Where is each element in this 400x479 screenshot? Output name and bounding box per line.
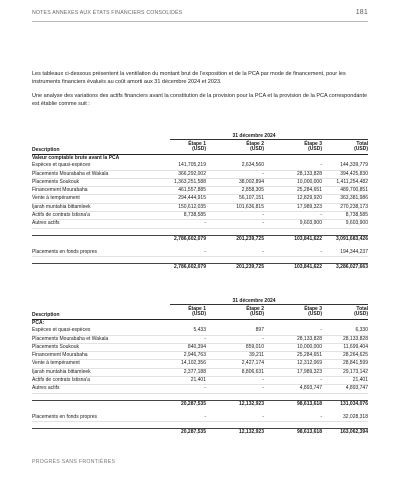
description-header: Description xyxy=(32,147,60,153)
table-row xyxy=(32,344,368,352)
row-value: - xyxy=(204,385,206,392)
row-label: Vente à tempérament xyxy=(32,195,80,202)
equity-investments-row: Placements en fonds propres - - - 32,028,318 xyxy=(32,414,368,422)
stage3-header: Étape 3 (USD) xyxy=(304,305,322,318)
row-value: - xyxy=(262,212,264,219)
row-value: - xyxy=(320,327,322,334)
row-value: 12,312,069 xyxy=(296,360,322,367)
row-value: 21,401 xyxy=(352,377,368,384)
row-label: Actifs de contrats Istisna'a xyxy=(32,377,90,384)
description-header: Description xyxy=(32,312,60,318)
row-label: Espèces et quasi-espèces xyxy=(32,162,91,169)
row-value: 12,829,920 xyxy=(296,195,322,202)
row-value: 10,000,000 xyxy=(296,178,322,185)
total-header: Total (USD) xyxy=(354,140,368,153)
stage1-header: Étape 1 (USD) xyxy=(188,140,206,153)
row-value: - xyxy=(320,212,322,219)
row-value: - xyxy=(262,385,264,392)
row-label: Ijarah muntahia bittamleek xyxy=(32,368,91,375)
total-header: Total (USD) xyxy=(354,305,368,318)
row-value: 9,603,900 xyxy=(345,220,368,227)
row-value: 6,330 xyxy=(355,327,368,334)
table-row xyxy=(32,179,368,187)
row-value: 859,010 xyxy=(245,343,264,350)
row-value: 363,381,986 xyxy=(340,195,368,202)
total-row: 20,287,535 12,132,923 98,613,618 163,062,394 xyxy=(32,428,368,436)
running-title: NOTES ANNEXES AUX ÉTATS FINANCIERS CONSOLIDÉS xyxy=(32,10,183,16)
row-label: Actifs de contrats Istisna'a xyxy=(32,212,90,219)
row-value: 5,433 xyxy=(193,327,206,334)
table-row xyxy=(32,360,368,368)
total-row: 2,786,602,079 201,239,725 103,841,622 3,286,027,663 xyxy=(32,263,368,271)
stage1-header: Étape 1 (USD) xyxy=(188,305,206,318)
row-value: - xyxy=(204,220,206,227)
row-label: Vente à tempérament xyxy=(32,360,80,367)
subtotal-row: 20,287,535 12,132,923 98,613,618 131,034,076 xyxy=(32,400,368,408)
table-date: 31 décembre 2024 xyxy=(232,298,276,304)
table-row xyxy=(32,336,368,344)
row-value: 141,705,219 xyxy=(178,162,206,169)
row-value: 28,133,828 xyxy=(296,335,322,342)
row-value: 4,893,747 xyxy=(299,385,322,392)
table-row xyxy=(32,171,368,179)
row-value: 101,636,815 xyxy=(236,203,264,210)
page-header xyxy=(32,10,368,20)
table-row xyxy=(32,369,368,377)
row-value: 39,211 xyxy=(249,352,264,359)
row-value: 294,444,915 xyxy=(178,195,206,202)
table-row xyxy=(32,162,368,170)
row-label: Ijarah muntahia bittamleek xyxy=(32,203,91,210)
row-label: Espèces et quasi-espèces xyxy=(32,327,91,334)
row-value: 8,738,585 xyxy=(345,212,368,219)
ecl-table xyxy=(32,297,368,437)
row-value: 270,238,173 xyxy=(340,203,368,210)
row-value: 150,612,035 xyxy=(178,203,206,210)
intro-paragraph-1: Les tableaux ci-dessous présentent la ventilation du montant brut de l’exposition et de la PCA par mode de financement, pour les instruments financiers évalués au coût amorti aux 31 décembre 2024 et 2023. xyxy=(32,71,346,86)
row-value: 9,603,900 xyxy=(299,220,322,227)
row-value: 11,699,404 xyxy=(343,343,368,350)
section-label: PCA: xyxy=(32,320,45,326)
row-value: - xyxy=(262,377,264,384)
row-value: 29,173,142 xyxy=(342,368,368,375)
row-value: 21,401 xyxy=(190,377,206,384)
row-value: 10,000,000 xyxy=(296,343,322,350)
intro-paragraph-2: Une analyse des variations des actifs financiers avant la constitution de la provision pour la PCA et la provision de la PCA correspondante est établie comme suit : xyxy=(32,93,368,108)
row-value: 4,893,747 xyxy=(345,385,368,392)
row-value: - xyxy=(262,170,264,177)
row-label: Autres actifs xyxy=(32,220,60,227)
row-value: 2,427,174 xyxy=(241,360,264,367)
column-header-row xyxy=(32,140,368,154)
row-value: 394,425,830 xyxy=(340,170,368,177)
row-value: 2,946,763 xyxy=(183,352,206,359)
table-date-header xyxy=(32,297,368,305)
gross-exposure-table xyxy=(32,132,368,272)
row-value: 840,394 xyxy=(187,343,206,350)
table-row xyxy=(32,385,368,393)
page-number: 181 xyxy=(355,9,368,16)
footer-text: PROGRÈS SANS FRONTIÈRES xyxy=(32,459,116,465)
row-value: - xyxy=(320,377,322,384)
row-label: Placements Mourabaha et Wakala xyxy=(32,335,109,342)
row-value: 8,806,631 xyxy=(241,368,264,375)
row-value: - xyxy=(262,220,264,227)
section-label: Valeur comptable brute avant la PCA xyxy=(32,155,120,161)
row-value: 38,002,894 xyxy=(238,178,264,185)
row-label: Financement Mourabaha xyxy=(32,187,88,194)
row-value: 897 xyxy=(255,327,264,334)
equity-investments-row: Placements en fonds propres - - - 194,344,237 xyxy=(32,249,368,257)
row-label: Placements Soukouk xyxy=(32,178,79,185)
row-value: 8,738,585 xyxy=(183,212,206,219)
column-header-row xyxy=(32,305,368,319)
row-value: 25,284,651 xyxy=(296,187,322,194)
header-rule xyxy=(32,21,368,22)
row-value: 17,989,323 xyxy=(296,203,322,210)
table-row xyxy=(32,327,368,335)
row-value: 28,133,828 xyxy=(296,170,322,177)
row-value: 2,377,188 xyxy=(183,368,206,375)
row-value: 28,841,599 xyxy=(342,360,368,367)
row-value: 28,264,625 xyxy=(342,352,368,359)
row-value: 144,339,779 xyxy=(340,162,368,169)
row-label: Placements Mourabaha et Wakala xyxy=(32,170,109,177)
stage2-header: Étape 2 (USD) xyxy=(246,140,264,153)
row-value: 366,292,002 xyxy=(178,170,206,177)
row-value: 2,634,560 xyxy=(241,162,264,169)
row-value: 28,133,828 xyxy=(342,335,368,342)
row-value: - xyxy=(204,335,206,342)
row-value: 1,411,254,482 xyxy=(336,178,368,185)
table-row xyxy=(32,220,368,228)
row-label: Financement Mourabaha xyxy=(32,352,88,359)
stage3-header: Étape 3 (USD) xyxy=(304,140,322,153)
table-row xyxy=(32,377,368,385)
table-date: 31 décembre 2024 xyxy=(232,133,276,139)
stage2-header: Étape 2 (USD) xyxy=(246,305,264,318)
row-value: - xyxy=(262,335,264,342)
row-value: 1,363,251,588 xyxy=(174,178,206,185)
row-label: Placements Soukouk xyxy=(32,343,79,350)
row-value: 17,989,323 xyxy=(296,368,322,375)
table-row xyxy=(32,195,368,203)
table-row xyxy=(32,212,368,220)
table-row xyxy=(32,187,368,195)
row-value: 14,102,356 xyxy=(180,360,206,367)
table-date-header xyxy=(32,132,368,140)
table-row xyxy=(32,204,368,212)
row-value: 25,284,651 xyxy=(296,352,322,359)
row-value: - xyxy=(320,162,322,169)
subtotal-row: 2,786,602,079 201,239,725 103,841,622 3,091,683,426 xyxy=(32,235,368,243)
row-value: 2,858,305 xyxy=(241,187,264,194)
row-label: Autres actifs xyxy=(32,385,60,392)
table-row xyxy=(32,352,368,360)
row-value: 56,107,151 xyxy=(238,195,264,202)
row-value: 489,700,851 xyxy=(340,187,368,194)
row-value: 461,557,885 xyxy=(178,187,206,194)
